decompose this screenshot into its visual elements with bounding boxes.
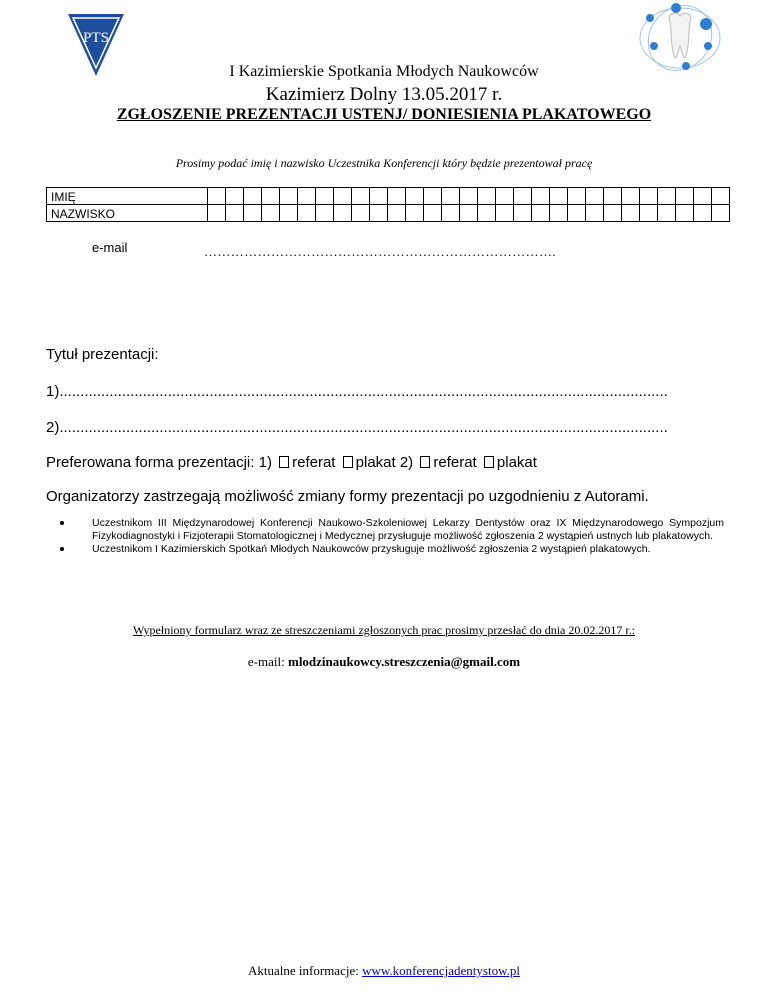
name-cell[interactable] bbox=[712, 188, 730, 205]
surname-cell[interactable] bbox=[370, 205, 388, 222]
title-line-1[interactable]: 1).................................................................................................................................................. bbox=[46, 383, 668, 400]
conference-title: I Kazimierskie Spotkania Młodych Naukowców bbox=[229, 63, 539, 80]
email-address[interactable]: mlodzinaukowcy.streszczenia@gmail.com bbox=[287, 654, 521, 669]
name-cell[interactable] bbox=[622, 188, 640, 205]
surname-cell[interactable] bbox=[694, 205, 712, 222]
list-item: Uczestnikom III Międzynarodowej Konferencji Naukowo-Szkoleniowej Lekarzy Dentystów oraz IX Międzynarodowego Sympozjum Fizykodiagnostyki i Fizjoterapii Stomatologicznej i Medycznej przysługuje możliwość zgłoszenia 2 wystąpień ustnych lub plakatowych. bbox=[60, 517, 724, 543]
pref-prefix: Preferowana forma prezentacji: 1) bbox=[46, 454, 272, 471]
surname-cell[interactable] bbox=[316, 205, 334, 222]
organizers-note: Organizatorzy zastrzegają możliwość zmiany formy prezentacji po uzgodnieniu z Autorami. bbox=[46, 488, 649, 505]
name-cell[interactable] bbox=[406, 188, 424, 205]
surname-row bbox=[47, 205, 730, 222]
surname-cell[interactable] bbox=[280, 205, 298, 222]
bullet-list bbox=[60, 517, 724, 556]
website-link[interactable]: www.konferencjadentystow.pl bbox=[362, 963, 520, 978]
surname-cell[interactable] bbox=[604, 205, 622, 222]
surname-cell[interactable] bbox=[586, 205, 604, 222]
name-cell[interactable] bbox=[550, 188, 568, 205]
conference-date: Kazimierz Dolny 13.05.2017 r. bbox=[265, 84, 503, 105]
checkbox-referat-1[interactable] bbox=[279, 456, 289, 468]
bullet-icon bbox=[60, 521, 64, 525]
name-cell[interactable] bbox=[694, 188, 712, 205]
name-cell[interactable] bbox=[226, 188, 244, 205]
name-cell[interactable] bbox=[496, 188, 514, 205]
footer-prefix: Aktualne informacje: bbox=[248, 963, 363, 978]
preferred-form bbox=[46, 454, 537, 471]
instruction-text: Prosimy podać imię i nazwisko Uczestnika Konferencji który będzie prezentował pracę bbox=[175, 156, 593, 170]
name-cell[interactable] bbox=[640, 188, 658, 205]
surname-cell[interactable] bbox=[298, 205, 316, 222]
title-line-2[interactable]: 2).................................................................................................................................................. bbox=[46, 419, 668, 436]
name-cell[interactable] bbox=[532, 188, 550, 205]
surname-cell[interactable] bbox=[640, 205, 658, 222]
surname-cell[interactable] bbox=[658, 205, 676, 222]
surname-cell[interactable] bbox=[496, 205, 514, 222]
pref-opt-referat-1: referat bbox=[292, 454, 336, 471]
surname-cell[interactable] bbox=[460, 205, 478, 222]
surname-cell[interactable] bbox=[514, 205, 532, 222]
pref-opt-referat-2: referat bbox=[433, 454, 477, 471]
name-cell[interactable] bbox=[460, 188, 478, 205]
checkbox-plakat-2[interactable] bbox=[484, 456, 494, 468]
surname-cell[interactable] bbox=[424, 205, 442, 222]
name-cell[interactable] bbox=[676, 188, 694, 205]
pts-logo-text: PTS bbox=[83, 30, 109, 46]
surname-cell[interactable] bbox=[388, 205, 406, 222]
name-cell[interactable] bbox=[568, 188, 586, 205]
email-field[interactable]: ……………………………………………………………………. bbox=[204, 244, 557, 259]
surname-cell[interactable] bbox=[622, 205, 640, 222]
checkbox-referat-2[interactable] bbox=[420, 456, 430, 468]
surname-cell[interactable] bbox=[478, 205, 496, 222]
name-cell[interactable] bbox=[586, 188, 604, 205]
name-cell[interactable] bbox=[280, 188, 298, 205]
surname-cell[interactable] bbox=[226, 205, 244, 222]
surname-cell[interactable] bbox=[406, 205, 424, 222]
title-label: Tytuł prezentacji: bbox=[46, 346, 159, 363]
submission-email bbox=[0, 654, 768, 670]
bullet-icon bbox=[60, 547, 64, 551]
list-item: Uczestnikom I Kazimierskich Spotkań Młodych Naukowców przysługuje możliwość zgłoszenia 2 wystąpień plakatowych. bbox=[60, 543, 724, 556]
surname-cell[interactable] bbox=[550, 205, 568, 222]
surname-cell[interactable] bbox=[568, 205, 586, 222]
name-cell[interactable] bbox=[478, 188, 496, 205]
surname-cell[interactable] bbox=[352, 205, 370, 222]
name-cell[interactable] bbox=[334, 188, 352, 205]
email-prefix: e-mail: bbox=[247, 654, 288, 669]
surname-cell[interactable] bbox=[244, 205, 262, 222]
surname-label: NAZWISKO bbox=[47, 205, 208, 222]
surname-cell[interactable] bbox=[676, 205, 694, 222]
name-cell[interactable] bbox=[352, 188, 370, 205]
name-cell[interactable] bbox=[658, 188, 676, 205]
name-cell[interactable] bbox=[298, 188, 316, 205]
email-label: e-mail bbox=[92, 240, 128, 255]
name-cell[interactable] bbox=[442, 188, 460, 205]
name-grid bbox=[46, 187, 730, 222]
footer bbox=[0, 963, 768, 979]
name-cell[interactable] bbox=[514, 188, 532, 205]
surname-cell[interactable] bbox=[532, 205, 550, 222]
name-cell[interactable] bbox=[262, 188, 280, 205]
checkbox-plakat-1[interactable] bbox=[343, 456, 353, 468]
submission-note: Wypełniony formularz wraz ze streszczeniami zgłoszonych prac prosimy przesłać do dnia 20.02.2017 r.: bbox=[132, 623, 636, 637]
name-row bbox=[47, 188, 730, 205]
name-cell[interactable] bbox=[208, 188, 226, 205]
form-heading: ZGŁOSZENIE PREZENTACJI USTENJ/ DONIESIENIA PLAKATOWEGO bbox=[116, 106, 652, 123]
surname-cell[interactable] bbox=[442, 205, 460, 222]
name-label: IMIĘ bbox=[47, 188, 208, 205]
name-cell[interactable] bbox=[424, 188, 442, 205]
surname-cell[interactable] bbox=[334, 205, 352, 222]
name-cell[interactable] bbox=[316, 188, 334, 205]
name-cell[interactable] bbox=[604, 188, 622, 205]
pref-opt-plakat-1: plakat 2) bbox=[355, 454, 414, 471]
pref-opt-plakat-2: plakat bbox=[496, 454, 537, 471]
surname-cell[interactable] bbox=[712, 205, 730, 222]
name-cell[interactable] bbox=[370, 188, 388, 205]
name-cell[interactable] bbox=[244, 188, 262, 205]
surname-cell[interactable] bbox=[262, 205, 280, 222]
name-cell[interactable] bbox=[388, 188, 406, 205]
surname-cell[interactable] bbox=[208, 205, 226, 222]
